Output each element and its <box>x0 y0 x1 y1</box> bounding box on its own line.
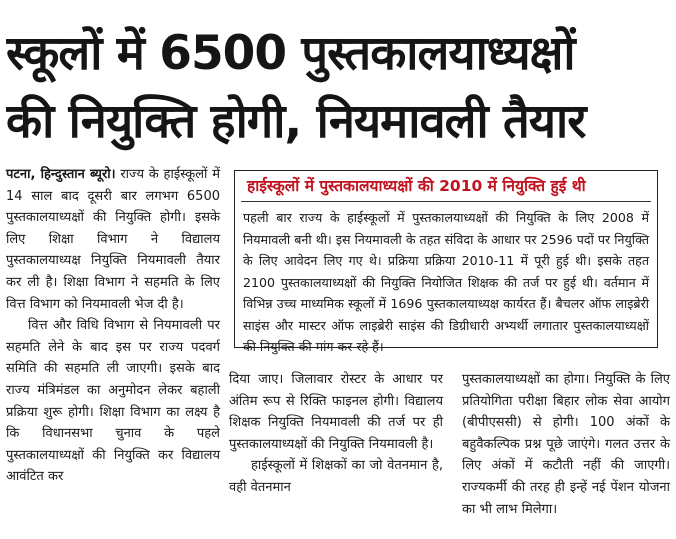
right-para-1: पुस्तकालयाध्यक्षों का होगा। नियुक्ति के लिए प्रतियोगिता परीक्षा बिहार लोक सेवा आयोग (बीपीएससी) से होगी। 100 अंकों के बहुवैकल्पिक प्रश्न पूछे जाएंगे। गलत उत्तर के लिए अंकों में कटौती नहीं की जाएगी। राज्यकर्मी की तरह ही इन्हें नई पेंशन योजना का भी लाभ मिलेगा। <box>462 372 670 517</box>
left-para-1 <box>6 164 220 315</box>
middle-para-2: हाईस्कूलों में शिक्षकों का जो वेतनमान है, वही वेतनमान <box>229 458 443 495</box>
info-box-text: पहली बार राज्य के हाईस्कूलों में पुस्तकालयाध्यक्षों की नियुक्ति के लिए 2008 में नियमावली बनी थी। इस नियमावली के तहत संविदा के आधार पर 2596 पदों पर नियुक्ति के लिए आवेदन लिए गए थे। प्रक्रिया प्रक्रिया 2010-11 में पूरी हुई थी। इसके तहत 2100 पुस्तकालयाध्यक्षों की नियुक्ति नियोजित शिक्षक की तर्ज पर हुई थी। वर्तमान में विभिन्न उच्च माध्यमिक स्कूलों में 1696 पुस्तकालयाध्यक्ष कार्यरत हैं। बैचलर ऑफ लाइब्रेरी साइंस और मास्टर ऑफ लाइब्रेरी साइंस की डिग्रीधारी अभ्यर्थी लगातार पुस्तकालयाध्यक्षों की नियुक्ति की मांग कर रहे हैं। <box>243 210 649 354</box>
left-para-2: वित्त और विधि विभाग से नियमावली पर सहमति लेने के बाद इस पर राज्य पदवर्ग समिति की सहमति ली जाएगी। इसके बाद राज्य मंत्रिमंडल का अनुमोदन लेकर बहाली प्रक्रिया शुरू होगी। शिक्षा विभाग का लक्ष्य है कि विधानसभा चुनाव के पहले पुस्तकालयाध्यक्षों की नियुक्ति कर विद्यालय आवंटित कर <box>6 318 220 485</box>
dateline: पटना, हिन्दुस्तान ब्यूरो। <box>6 167 116 182</box>
info-box-divider <box>241 201 651 202</box>
middle-para-1: दिया जाए। जिलावार रोस्टर के आधार पर अंतिम रूप से रिक्ति फाइनल होगी। विद्यालय शिक्षक नियुक्ति नियमावली की तर्ज पर ही पुस्तकालयाध्यक्षों की नियुक्ति नियमावली है। <box>229 372 443 452</box>
middle-column <box>229 369 443 499</box>
left-para-1-text: राज्य के हाईस्कूलों में 14 साल बाद दूसरी बार लगभग 6500 पुस्तकालयाध्यक्षों की नियुक्ति होगी। इसके लिए शिक्षा विभाग ने विद्यालय पुस्तकालयाध्यक्ष नियुक्ति नियमावली तैयार कर ली है। शिक्षा विभाग ने सहमति के लिए वित्त विभाग को नियमावली भेज दी है। <box>6 167 220 312</box>
left-column <box>6 164 220 488</box>
info-box-body <box>243 207 649 358</box>
headline-line-1: स्कूलों में 6500 पुस्तकालयाध्यक्षों <box>6 26 575 81</box>
info-box-title: हाईस्कूलों में पुस्तकालयाध्यक्षों की 2010 में नियुक्ति हुई थी <box>247 177 586 195</box>
headline-line-2: की नियुक्ति होगी, नियमावली तैयार <box>6 94 586 149</box>
right-column <box>462 369 670 520</box>
info-box <box>234 170 658 354</box>
